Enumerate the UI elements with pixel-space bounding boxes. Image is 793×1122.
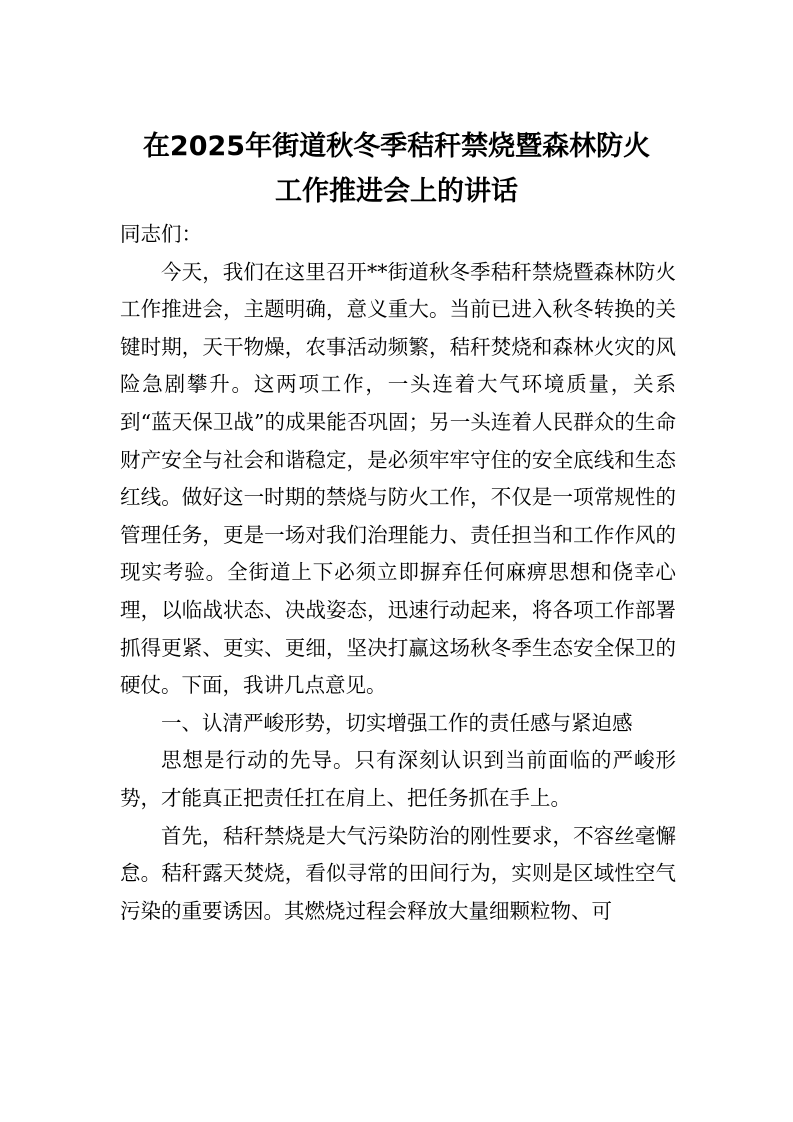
paragraph-opening: 今天，我们在这里召开**街道秋冬季秸秆禁烧暨森林防火工作推进会，主题明确，意义重大。当前已进入秋冬转换的关键时期，天干物燥，农事活动频繁，秸秆焚烧和森林火灾的风险急剧攀升。这两项工作，一头连着大气环境质量，关系到“蓝天保卫战”的成果能否巩固；另一头连着人民群众的生命财产安全与社会和谐稳定，是必须牢牢守住的安全底线和生态红线。做好这一时期的禁烧与防火工作，不仅是一项常规性的管理任务，更是一场对我们治理能力、责任担当和工作作风的现实考验。全街道上下必须立即摒弃任何麻痹思想和侥幸心理，以临战状态、决战姿态，迅速行动起来，将各项工作部署抓得更紧、更实、更细，坚决打赢这场秋冬季生态安全保卫的硬仗。下面，我讲几点意见。 — [120, 259, 676, 698]
section-heading-1: 一、认清严峻形势，切实增强工作的责任感与紧迫感 — [161, 710, 633, 735]
paragraph-thinking: 思想是行动的先导。只有深刻认识到当前面临的严峻形势，才能真正把责任扛在肩上、把任务抓在手上。 — [120, 748, 676, 810]
paragraph-first-point: 首先，秸秆禁烧是大气污染防治的刚性要求，不容丝毫懈怠。秸秆露天焚烧，看似寻常的田间行为，实则是区域性空气污染的重要诱因。其燃烧过程会释放大量细颗粒物、可 — [120, 823, 676, 923]
document-title — [100, 124, 693, 214]
title-line-2: 工作推进会上的讲话 — [275, 176, 518, 207]
title-line-1: 在2025年街道秋冬季秸秆禁烧暨森林防火 — [142, 131, 651, 162]
salutation: 同志们： — [120, 222, 202, 246]
document-body — [120, 216, 676, 930]
